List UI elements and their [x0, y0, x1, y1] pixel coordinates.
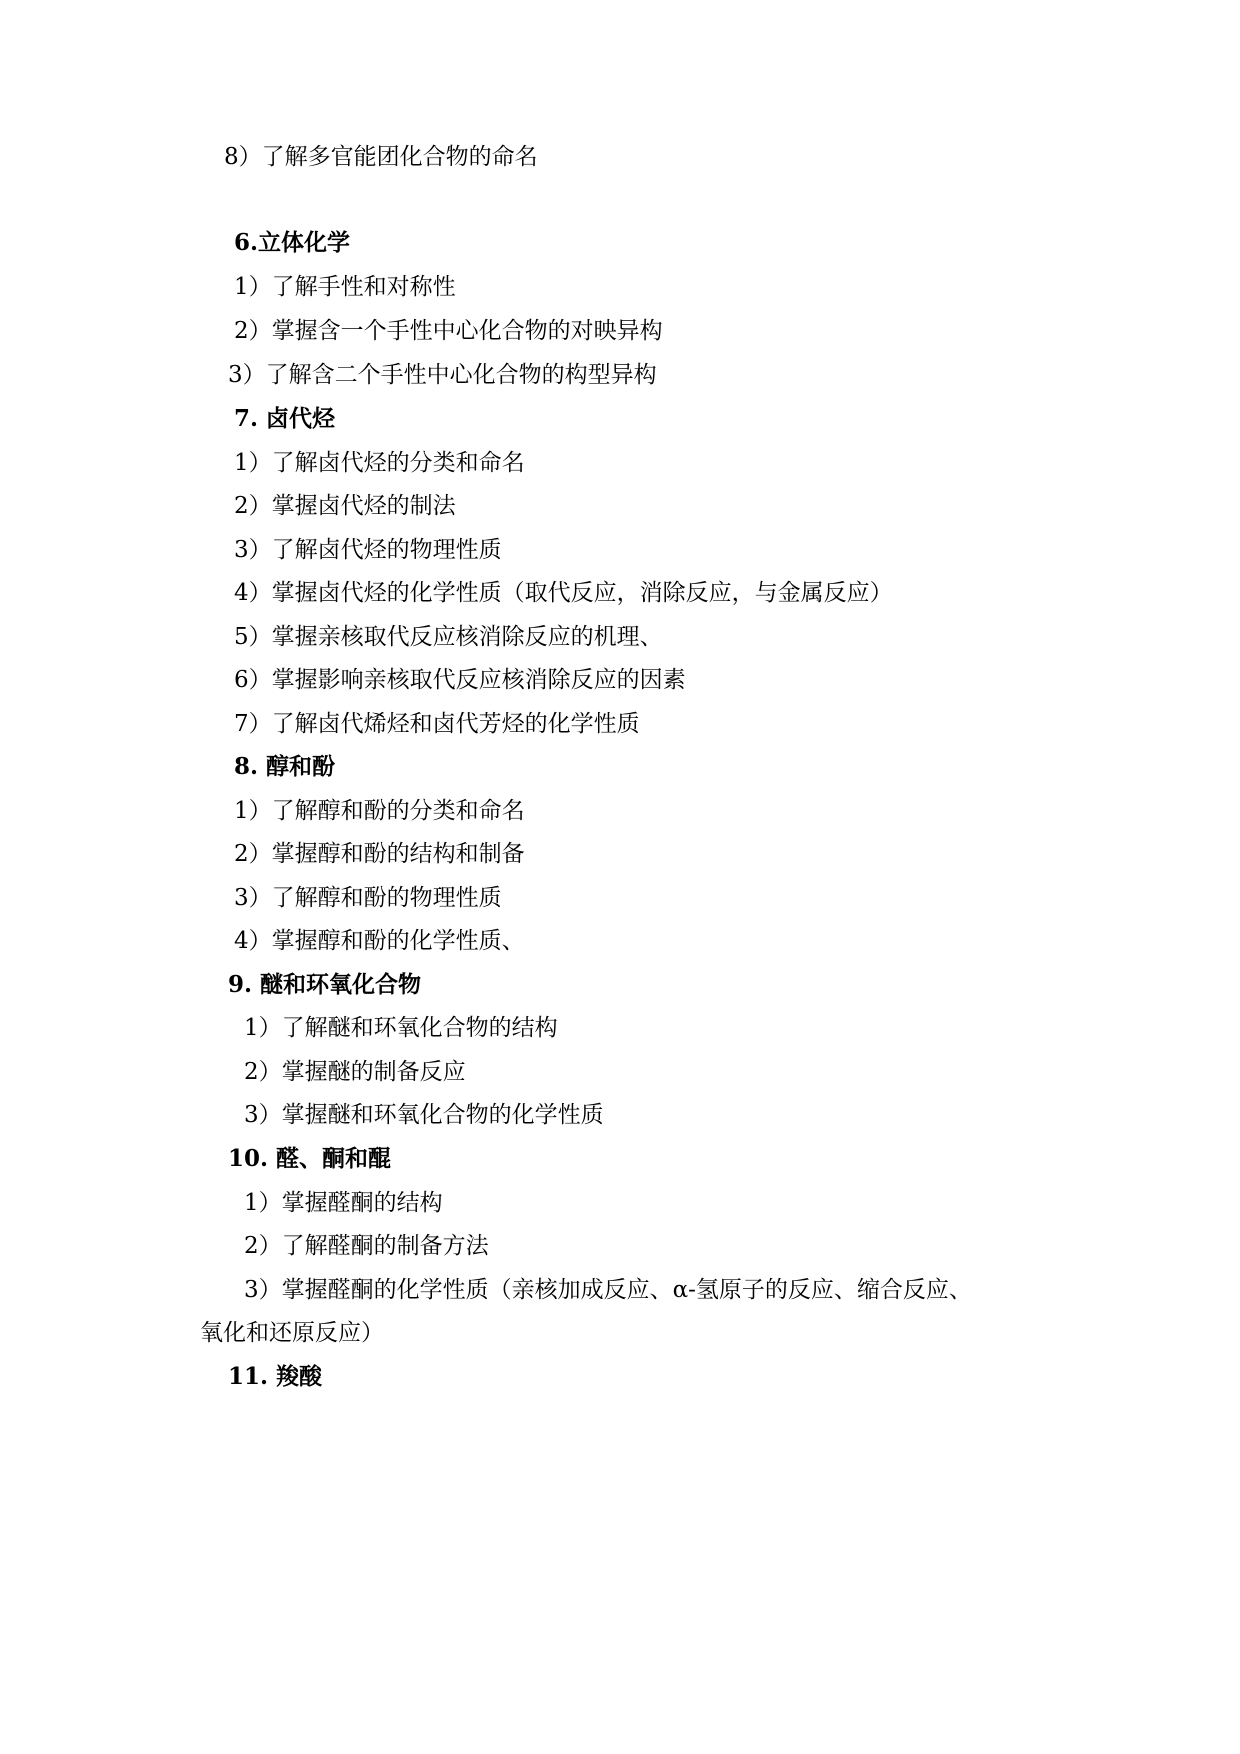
list-item: 2）掌握含一个手性中心化合物的对映异构 — [234, 318, 663, 344]
list-item: 4）掌握醇和酚的化学性质、 — [234, 928, 525, 954]
section-heading: 8. 醇和酚 — [234, 753, 336, 780]
section-heading: 6.立体化学 — [234, 229, 351, 256]
list-item: 2）掌握醇和酚的结构和制备 — [234, 841, 525, 867]
list-item: 6）掌握影响亲核取代反应核消除反应的因素 — [234, 667, 686, 693]
section-heading: 10. 醛、酮和醌 — [228, 1145, 392, 1172]
list-item: 4）掌握卤代烃的化学性质（取代反应，消除反应，与金属反应） — [234, 580, 893, 606]
section-heading: 7. 卤代烃 — [234, 405, 336, 432]
list-item: 5）掌握亲核取代反应核消除反应的机理、 — [234, 624, 663, 650]
list-item: 1）掌握醛酮的结构 — [244, 1190, 443, 1216]
section-heading: 9. 醚和环氧化合物 — [228, 971, 422, 998]
list-item: 7）了解卤代烯烃和卤代芳烃的化学性质 — [234, 711, 640, 737]
list-item: 8）了解多官能团化合物的命名 — [224, 144, 538, 170]
list-item: 3）掌握醛酮的化学性质（亲核加成反应、α-氢原子的反应、缩合反应、 — [244, 1277, 972, 1303]
list-item: 2）掌握卤代烃的制法 — [234, 493, 456, 519]
list-item: 2）掌握醚的制备反应 — [244, 1059, 466, 1085]
list-item: 2）了解醛酮的制备方法 — [244, 1233, 489, 1259]
list-item: 1）了解卤代烃的分类和命名 — [234, 450, 525, 476]
list-item: 3）了解醇和酚的物理性质 — [234, 885, 502, 911]
list-item: 1）了解醇和酚的分类和命名 — [234, 798, 525, 824]
list-item: 1）了解手性和对称性 — [234, 274, 456, 300]
list-item: 3）了解含二个手性中心化合物的构型异构 — [228, 362, 657, 388]
list-item: 1）了解醚和环氧化合物的结构 — [244, 1015, 558, 1041]
list-item-continuation: 氧化和还原反应） — [200, 1320, 384, 1346]
list-item: 3）掌握醚和环氧化合物的化学性质 — [244, 1102, 604, 1128]
section-heading: 11. 羧酸 — [228, 1363, 323, 1390]
list-item: 3）了解卤代烃的物理性质 — [234, 537, 502, 563]
